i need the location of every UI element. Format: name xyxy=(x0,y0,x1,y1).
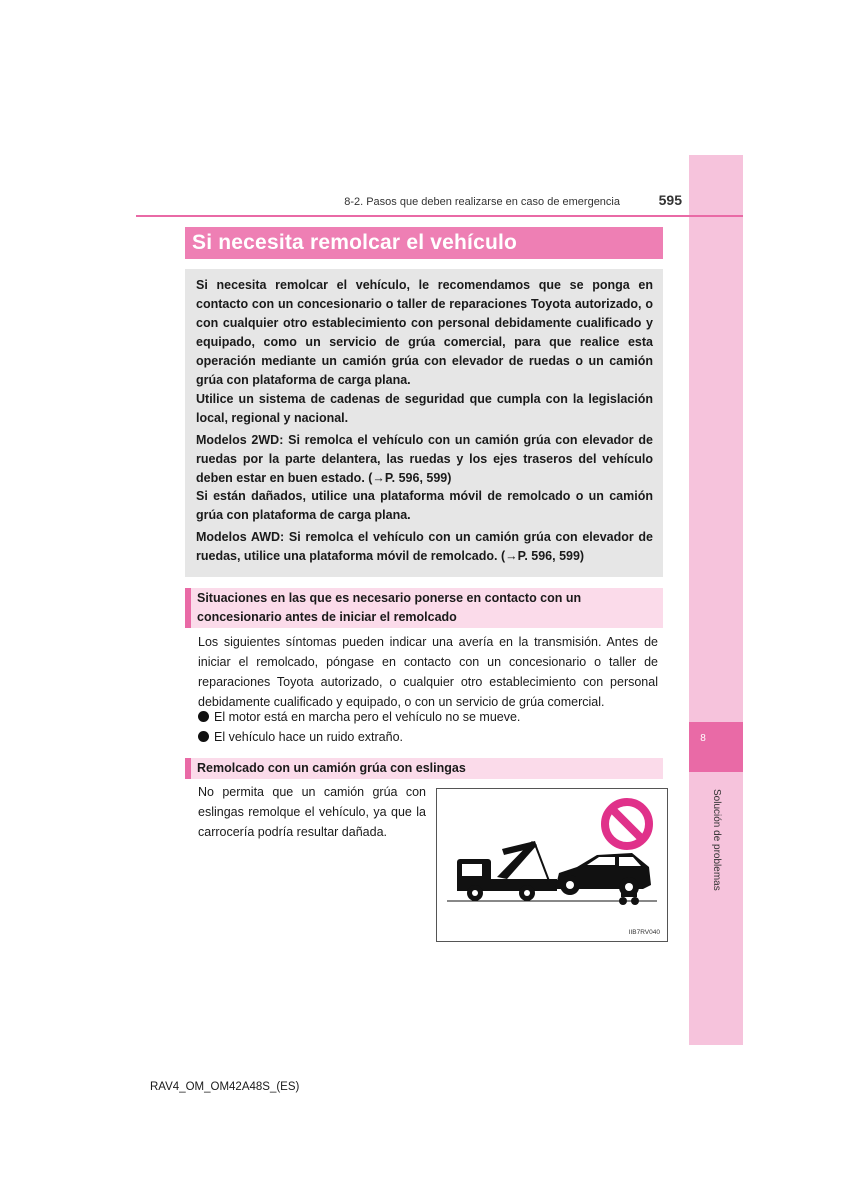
bullet-icon xyxy=(198,731,209,742)
section-header-accent xyxy=(185,588,191,628)
header-divider xyxy=(136,215,743,217)
illustration-code: IIB7RV040 xyxy=(628,929,660,936)
chapter-number: 8 xyxy=(700,733,706,744)
intro-paragraph-2: Utilice un sistema de cadenas de seguridad que cumpla con la legislación local, regional y nacional. xyxy=(196,392,653,425)
intro-paragraph-5: Modelos AWD: Si remolca el vehículo con un camión grúa con elevador de ruedas, utilice una plataforma móvil de remolcado. (→P. 596, 599) xyxy=(196,530,653,563)
towed-car-icon xyxy=(555,853,651,905)
section-body-contact: Los siguientes síntomas pueden indicar una avería en la transmisión. Antes de iniciar el remolcado, póngase en contacto con un concesionario o taller de reparaciones Toyota autorizado, o cualquier otro establecimiento con personal debidamente cualificado y equipado, o con un servicio de grúa comercial. xyxy=(198,635,658,709)
section-title-sling: Remolcado con un camión grúa con eslingas xyxy=(197,761,466,775)
intro-paragraph-1: Si necesita remolcar el vehículo, le recomendamos que se ponga en contacto con un concesionario o taller de reparaciones Toyota autorizado, o con cualquier otro establecimiento con personal debidamente cualificado y equipado, como un servicio de grúa comercial, para que realice esta operación mediante un camión grúa con elevador de ruedas o un camión grúa con plataforma de carga plana. xyxy=(196,278,653,387)
prohibition-icon xyxy=(605,802,649,846)
section-title-contact: Situaciones en las que es necesario ponerse en contacto con un concesionario antes de iniciar el remolcado xyxy=(197,591,582,624)
bullet-icon xyxy=(198,711,209,722)
illustration-frame xyxy=(436,788,668,942)
page-title: Si necesita remolcar el vehículo xyxy=(192,231,518,254)
intro-paragraph-3: Modelos 2WD: Si remolca el vehículo con un camión grúa con elevador de ruedas por la parte delantera, las ruedas y los ejes traseros del vehículo deben estar en buen estado. (→P. 596, 599) xyxy=(196,433,653,485)
chapter-side-tab xyxy=(689,155,743,1045)
section-header-accent xyxy=(185,758,191,779)
page-number: 595 xyxy=(658,192,682,208)
list-item xyxy=(198,727,403,747)
section-body-sling: No permita que un camión grúa con eslingas remolque el vehículo, ya que la carrocería podría resultar dañada. xyxy=(198,785,426,839)
chapter-title-vertical: Solución de problemas xyxy=(711,789,722,891)
tow-truck-icon xyxy=(457,841,567,901)
sling-tow-truck-illustration xyxy=(437,789,667,941)
intro-paragraph-4: Si están dañados, utilice una plataforma móvil de remolcado o un camión grúa con plataforma de carga plana. xyxy=(196,489,653,522)
header-section-title: 8-2. Pasos que deben realizarse en caso de emergencia xyxy=(344,196,620,208)
list-item xyxy=(198,707,520,727)
list-item-text: El vehículo hace un ruido extraño. xyxy=(214,730,404,744)
footer-document-code: RAV4_OM_OM42A48S_(ES) xyxy=(150,1081,300,1093)
list-item-text: El motor está en marcha pero el vehículo no se mueve. xyxy=(214,710,521,724)
chapter-side-tab-active[interactable] xyxy=(689,722,743,772)
